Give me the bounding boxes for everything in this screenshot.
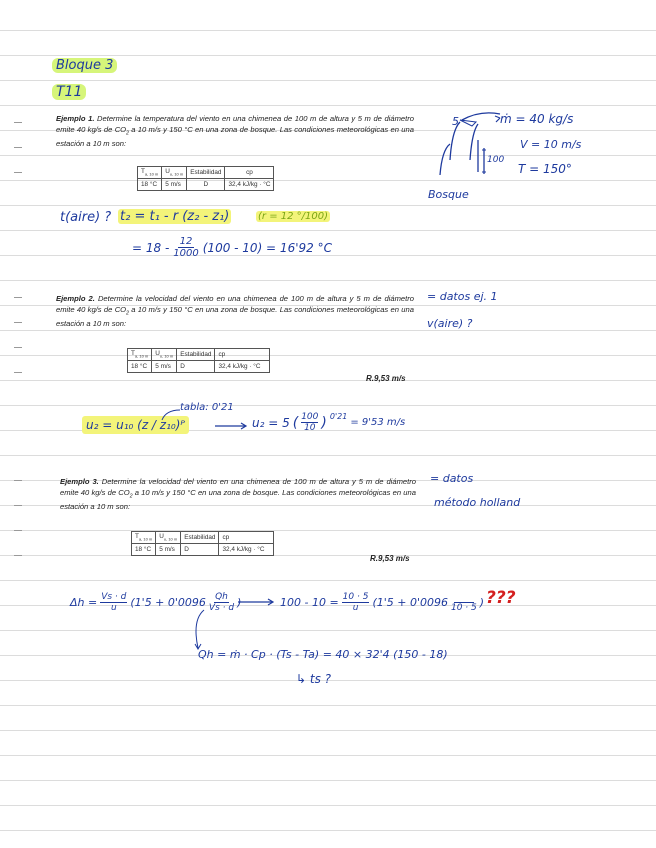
example1-text-b: a 10 m/s y 150 °C en una zona de bosque. Las condiciones meteorológicas en una estación a 10 m son: xyxy=(56,124,414,148)
ex2-close-paren: ) xyxy=(321,414,327,431)
table-cell: D xyxy=(181,544,219,556)
ex3-qh-num: Qh xyxy=(215,592,228,602)
margin-dash xyxy=(14,530,22,531)
table-header-cell: Estabilidad xyxy=(187,167,225,179)
co2-subscript: 2 xyxy=(126,130,129,137)
ex3-dh-den: u xyxy=(110,603,117,613)
table-header-cell: cp xyxy=(225,167,274,179)
table-cell: 5 m/s xyxy=(156,544,181,556)
example3-text-a: Determine la velocidad del viento en una chimenea de 100 m de altura y 5 m de diámetro emite 40 kg/s de CO xyxy=(60,477,416,497)
sketch-top-label: 5 xyxy=(452,115,459,128)
table-cell: 18 °C xyxy=(132,544,156,556)
table-cell: 18 °C xyxy=(138,179,162,191)
ex2-result-exponent: 0'21 xyxy=(329,412,348,421)
ex3-qh-den: Vs · d xyxy=(208,603,235,613)
ex2-result-fraction xyxy=(301,412,318,433)
example1-table xyxy=(137,166,274,191)
ex3-ts: ↳ ts ? xyxy=(296,672,332,686)
ex3-r2-fraction xyxy=(451,593,477,613)
co2-subscript: 2 xyxy=(129,493,133,500)
table-header-row xyxy=(132,532,274,544)
ex2-long-arrow xyxy=(214,422,248,430)
ex2-answer: R.9,53 m/s xyxy=(366,374,406,383)
ex3-dh-fraction xyxy=(100,592,127,613)
table-header-cell: $U_{u, 10 m}$ xyxy=(156,532,181,544)
margin-dash xyxy=(14,172,22,173)
table-header-cell: $T_{a, 10 m}$ xyxy=(138,167,162,179)
ex2-tabla-note: tabla: 0'21 xyxy=(180,402,234,413)
sketch-vel-label: V = 10 m/s xyxy=(520,138,582,151)
ex1-line2 xyxy=(132,236,332,259)
margin-dash xyxy=(14,147,22,148)
example1-text-a: Determine la temperatura del viento en una chimenea de 100 m de altura y 5 m de diámetro emite 40 kg/s de CO xyxy=(56,114,414,134)
ex3-note2: método holland xyxy=(434,496,521,509)
example1-label: Ejemplo 1. xyxy=(56,114,95,123)
ex3-answer: R.9,53 m/s xyxy=(370,554,410,563)
ex2-formula-text: u₂ = u₁₀ (z / z₁₀)ᴾ xyxy=(82,416,189,434)
example2-text-b: a 10 m/s y 150 °C en una zona de bosque. Las condiciones meteorológicas en una estación a 10 m son: xyxy=(56,304,414,328)
table-cell: 32,4 kJ/kg · °C xyxy=(219,544,274,556)
ex1-formula xyxy=(118,209,231,224)
ex3-r-num: 10 · 5 xyxy=(342,592,369,602)
ex2-frac-num: 100 xyxy=(301,412,319,422)
ex3-paren1: (1'5 + 0'0096 xyxy=(130,596,206,609)
table-header-row xyxy=(138,167,274,179)
table-header-cell: cp xyxy=(219,532,274,544)
ex1-gamma xyxy=(256,211,330,222)
margin-dash xyxy=(14,297,22,298)
ex3-holland-left xyxy=(70,592,241,613)
sketch-bosque-label: Bosque xyxy=(428,188,469,201)
table-header-cell: cp xyxy=(215,349,270,361)
ex3-paren2: (1'5 + 0'0096 xyxy=(372,596,448,609)
table-cell: D xyxy=(177,361,215,373)
margin-dash xyxy=(14,347,22,348)
ex2-result-start: u₂ = 5 xyxy=(252,415,290,430)
table-cell: 18 °C xyxy=(128,361,152,373)
ex1-fraction xyxy=(173,236,198,259)
table-row xyxy=(128,361,270,373)
table-row xyxy=(138,179,274,191)
ex1-question: t(aire) ? xyxy=(60,210,112,225)
ex3-dh-num: Vs · d xyxy=(101,592,127,602)
ex1-formula-text: t₂ = t₁ - r (z₂ - z₁) xyxy=(120,209,230,224)
ex2-open-paren: ( xyxy=(292,414,299,431)
example2-statement xyxy=(56,294,414,329)
ex3-paren2-end: ) xyxy=(479,596,485,609)
table-cell: D xyxy=(187,179,225,191)
margin-dash xyxy=(14,122,22,123)
block-tag xyxy=(52,58,117,73)
ex2-frac-den: 10 xyxy=(304,423,316,433)
example3-label: Ejemplo 3. xyxy=(60,477,99,486)
example2-label: Ejemplo 2. xyxy=(56,294,95,303)
ex3-paren1-end: ) xyxy=(237,596,242,609)
ex3-r2-den: 10 · 5 xyxy=(450,602,477,613)
ex3-r-den: u xyxy=(352,603,359,613)
sketch-temp-label: T = 150° xyxy=(518,162,572,176)
table-header-cell: Estabilidad xyxy=(181,532,219,544)
ex1-gamma-text: (r = 12 °/100) xyxy=(258,211,329,222)
example2-table xyxy=(127,348,270,373)
table-header-cell: $T_{a, 10 m}$ xyxy=(132,532,156,544)
ex3-r2-num-blank xyxy=(454,593,474,603)
example1-statement xyxy=(56,114,414,149)
table-header-cell: Estabilidad xyxy=(177,349,215,361)
ex3-arrow xyxy=(237,598,275,606)
topic-tag xyxy=(52,84,86,100)
table-row xyxy=(132,544,274,556)
table-header-cell: $U_{u, 10 m}$ xyxy=(152,349,177,361)
ex3-r-fraction xyxy=(342,592,370,613)
margin-dash xyxy=(14,372,22,373)
ex3-qh-line: Qh = ṁ · Cp · (Ts - Ta) = 40 × 32'4 (150 - 18) xyxy=(198,648,448,661)
margin-dash xyxy=(14,480,22,481)
ex2-note2: v(aire) ? xyxy=(427,317,473,330)
ex3-arrow-eq: 100 - 10 = xyxy=(280,596,339,609)
sketch-mass-label: ṁ = 40 kg/s xyxy=(500,112,574,126)
block-tag-text: Bloque 3 xyxy=(52,58,117,73)
ex1-line2-start: = 18 - xyxy=(132,240,170,255)
example2-text-a: Determine la velocidad del viento en una chimenea de 100 m de altura y 5 m de diámetro emite 40 kg/s de CO xyxy=(56,294,414,314)
table-cell: 32,4 kJ/kg · °C xyxy=(215,361,270,373)
table-cell: 32,4 kJ/kg · °C xyxy=(225,179,274,191)
table-header-row xyxy=(128,349,270,361)
ex2-note1: = datos ej. 1 xyxy=(427,290,498,303)
margin-dash xyxy=(14,505,22,506)
table-cell: 5 m/s xyxy=(162,179,187,191)
table-header-cell: $U_{u, 10 m}$ xyxy=(162,167,187,179)
example3-statement xyxy=(60,477,416,512)
ex3-note1: = datos xyxy=(430,472,474,485)
ex2-result-end: = 9'53 m/s xyxy=(350,417,406,428)
ex1-frac-num: 12 xyxy=(179,236,193,247)
ex1-line2-end: (100 - 10) = 16'92 °C xyxy=(202,240,332,255)
ex3-question-marks: ??? xyxy=(486,588,516,608)
co2-subscript: 2 xyxy=(126,310,129,317)
example3-table xyxy=(131,531,274,556)
ex2-result xyxy=(252,412,405,433)
margin-dash xyxy=(14,555,22,556)
example3-text-b: a 10 m/s y 150 °C en una zona de bosque. Las condiciones meteorológicas en una estación a 10 m son: xyxy=(60,487,416,511)
ex3-qh-fraction xyxy=(209,592,234,613)
topic-tag-text: T11 xyxy=(52,84,86,100)
ex3-holland-right xyxy=(280,592,484,613)
sketch-height-label: 100 xyxy=(487,155,505,165)
table-cell: 5 m/s xyxy=(152,361,177,373)
ex3-dh: Δh = xyxy=(70,596,98,609)
ex3-link-arrow xyxy=(190,608,210,652)
table-header-cell: $T_{a, 10 m}$ xyxy=(128,349,152,361)
ex2-arrow xyxy=(160,406,190,422)
ex1-frac-den: 1000 xyxy=(173,248,199,259)
margin-dash xyxy=(14,322,22,323)
